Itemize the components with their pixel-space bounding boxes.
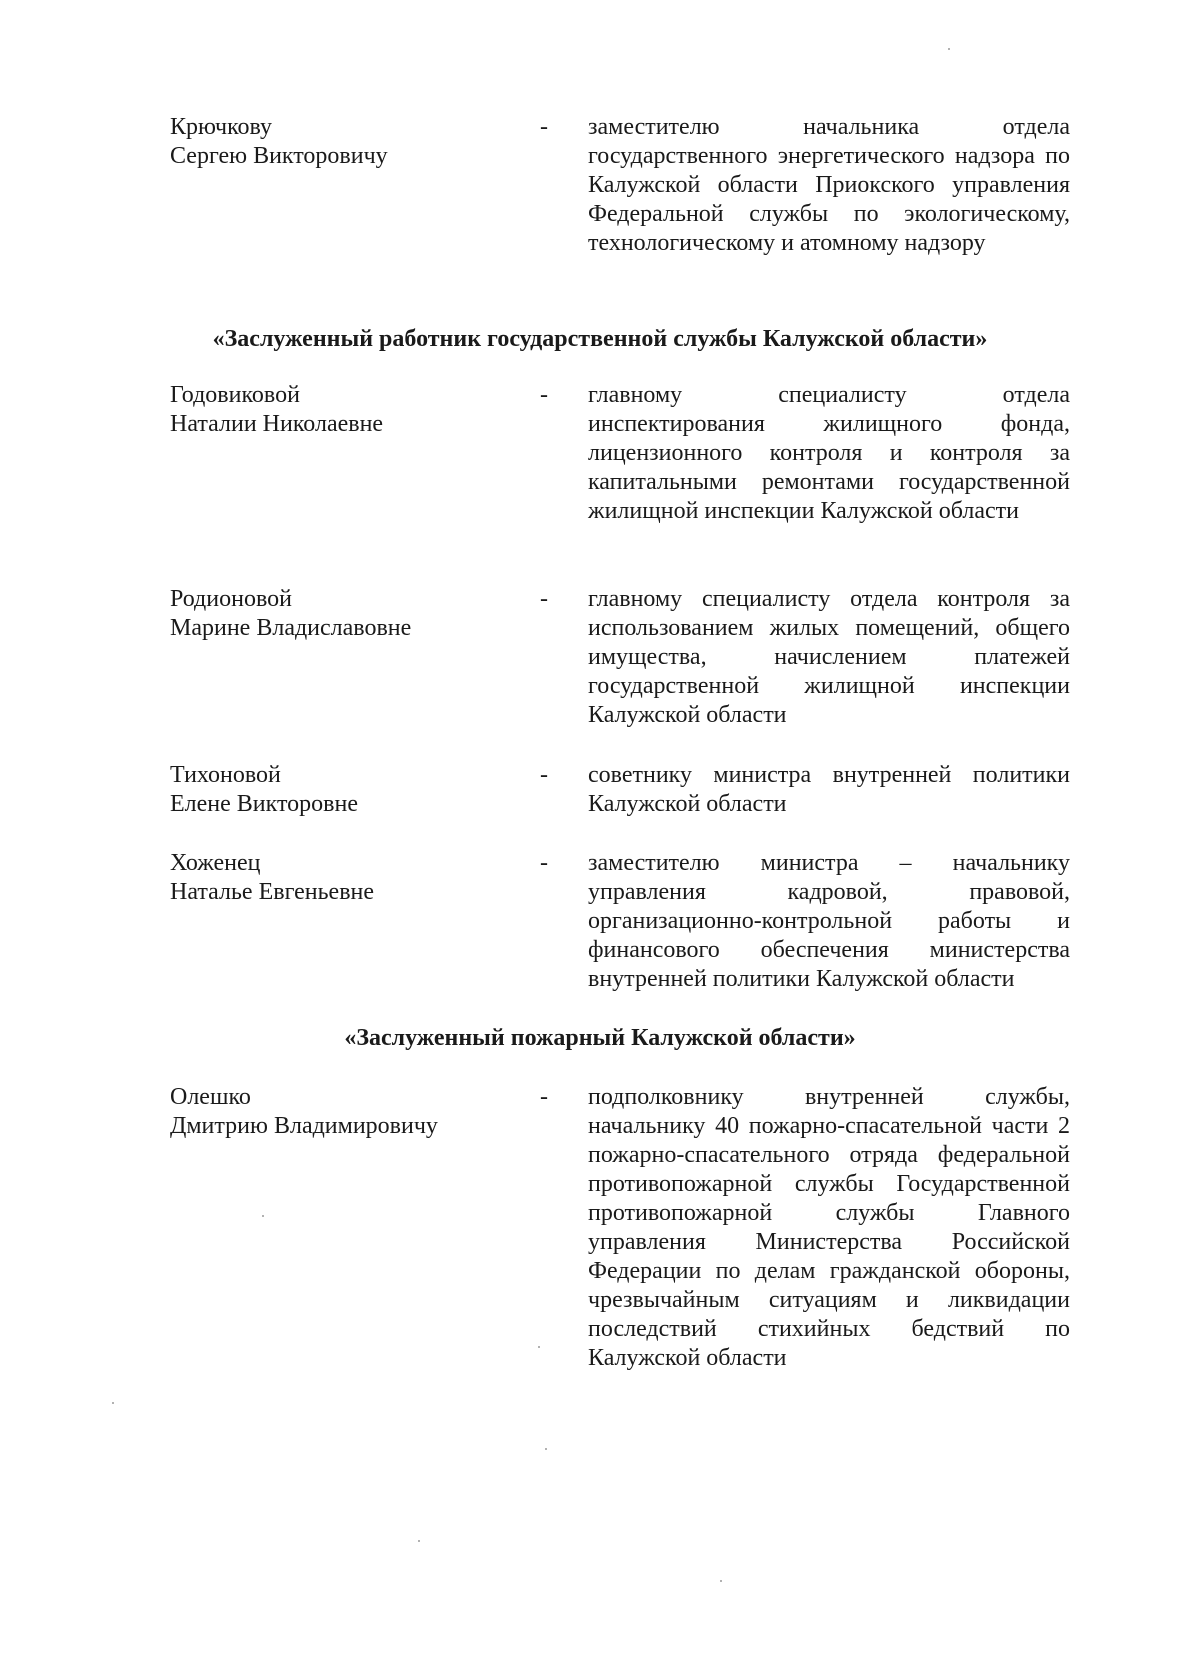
recipient-given-names: Наталии Николаевне	[170, 411, 384, 437]
recipient-given-names: Дмитрию Владимировичу	[170, 1113, 438, 1139]
separator-dash: -	[540, 850, 548, 876]
recipient-surname: Хоженец	[170, 850, 261, 876]
scan-speck	[538, 1346, 540, 1348]
section-heading: «Заслуженный работник государственной службы Калужской области»	[212, 326, 988, 352]
scan-speck	[948, 48, 950, 50]
recipient-given-names: Елене Викторовне	[170, 791, 358, 817]
recipient-surname: Крючкову	[170, 114, 273, 140]
recipient-given-names: Марине Владиславовне	[170, 615, 412, 641]
separator-dash: -	[540, 1084, 548, 1110]
scan-speck	[545, 1448, 547, 1450]
separator-dash: -	[540, 114, 548, 140]
scan-speck	[262, 1215, 264, 1217]
recipient-position: главному специалисту отдела контроля за использованием жилых помещений, общего имущества, начислением платежей государственной жилищной инспекции Калужской области	[588, 586, 1070, 728]
recipient-surname: Годовиковой	[170, 382, 300, 408]
separator-dash: -	[540, 762, 548, 788]
recipient-name	[170, 381, 500, 439]
scan-speck	[418, 1540, 420, 1542]
recipient-position: заместителю начальника отдела государственного энергетического надзора по Калужской области Приокского управления Федеральной службы по экологическому, технологическому и атомному надзору	[588, 114, 1070, 256]
recipient-given-names: Наталье Евгеньевне	[170, 879, 375, 905]
scan-speck	[720, 1580, 722, 1582]
recipient-name	[170, 1083, 500, 1141]
recipient-position: главному специалисту отдела инспектирования жилищного фонда, лицензионного контроля и контроля за капитальными ремонтами государственной жилищной инспекции Калужской области	[588, 382, 1070, 524]
scan-speck	[112, 1402, 114, 1404]
recipient-name	[170, 849, 500, 907]
separator-dash: -	[540, 586, 548, 612]
recipient-name	[170, 113, 500, 171]
recipient-surname: Тихоновой	[170, 762, 281, 788]
recipient-name	[170, 585, 500, 643]
section-heading: «Заслуженный пожарный Калужской области»	[344, 1025, 856, 1051]
recipient-position: советнику министра внутренней политики Калужской области	[588, 762, 1070, 817]
separator-dash: -	[540, 382, 548, 408]
recipient-name	[170, 761, 500, 819]
recipient-position: заместителю министра – начальнику управления кадровой, правовой, организационно-контрольной работы и финансового обеспечения министерства внутренней политики Калужской области	[588, 850, 1070, 992]
recipient-surname: Олешко	[170, 1084, 251, 1110]
recipient-position: подполковнику внутренней службы, начальнику 40 пожарно-спасательной части 2 пожарно-спасательного отряда федеральной противопожарной службы Государственной противопожарной службы Главного управления Министерства Российской Федерации по делам гражданской обороны, чрезвычайным ситуациям и ликвидации последствий стихийных бедствий по Калужской области	[588, 1084, 1070, 1371]
recipient-surname: Родионовой	[170, 586, 292, 612]
recipient-given-names: Сергею Викторовичу	[170, 143, 388, 169]
